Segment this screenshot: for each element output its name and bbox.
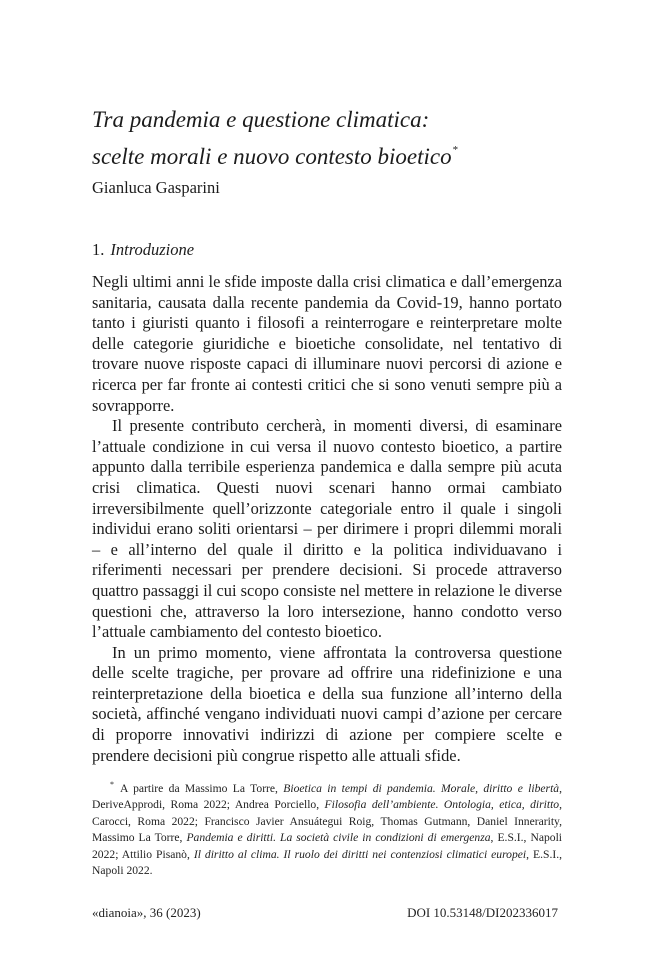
footnote-work-2: Filosofia dell’ambiente. Ontologia, etica, diritto xyxy=(324,798,560,812)
doi-link[interactable]: DOI 10.53148/DI202336017 xyxy=(407,905,558,920)
paragraph-2: Il presente contributo cercherà, in momenti diversi, di esaminare l’attuale condizione in cui versa il nuovo contesto bioetico, a partire appunto dalla terribile esperienza pandemica e dalla sempre più acuta crisi climatica. Questi nuovi scenari hanno ormai cambiato irreversibilmente quell’orizzonte categoriale entro il quale i singoli individui erano soliti orientarsi – per dirimere i propri dilemmi morali – e all’interno del quale il diritto e la politica individuavano i riferimenti necessari per prendere decisioni. Si procede attraverso quattro passaggi il cui scopo consiste nel mettere in relazione le diverse questioni che, attraverso la loro intersezione, hanno condotto verso l’attuale cambiamento del contesto bioetico. xyxy=(92,416,562,642)
footnote-work-4: Il diritto al clima. Il ruolo dei diritti nei contenziosi climatici europei xyxy=(193,847,527,861)
paragraph-3: In un primo momento, viene affrontata la controversa questione delle scelte tragiche, per provare ad offrire una ridefinizione e una reinterpretazione della bioetica e della sua funzione all’interno della società, affinché vengano individuati nuovi campi d’azione per cercare di proporre innovativi indirizzi di azione per compiere scelte e prendere decisioni più congrue rispetto alle attuali sfide. xyxy=(92,642,562,765)
footnote-text-2: , DeriveApprodi, Roma 2022; Andrea Porciello, xyxy=(92,782,562,812)
footnote xyxy=(92,777,562,879)
footnote-work-1: Bioetica in tempi di pandemia. Morale, diritto e libertà xyxy=(283,782,560,795)
footnote-text-5: , E.S.I., Napoli 2022. xyxy=(92,847,563,878)
footnote-text-1: A partire da Massimo La Torre, xyxy=(120,782,284,795)
section-heading xyxy=(92,240,194,260)
footnote-text-3: , Carocci, Roma 2022; Francisco Javier Ansuátegui Roig, Thomas Gutmann, Daniel Innerarity, Massimo La Torre, xyxy=(92,798,562,845)
title-line-1: Tra pandemia e questione climatica: xyxy=(92,107,430,132)
author-name: Gianluca Gasparini xyxy=(92,178,220,197)
footnote-mark: * xyxy=(110,780,114,789)
section-title: Introduzione xyxy=(110,240,195,259)
article-title xyxy=(92,104,562,172)
title-line-2: scelte morali e nuovo contesto bioetico xyxy=(92,144,452,169)
footnote-work-3: Pandemia e diritti. La società civile in condizioni di emergenza xyxy=(186,831,491,845)
body-text xyxy=(92,272,562,766)
paragraph-1: Negli ultimi anni le sfide imposte dalla crisi climatica e dall’emergenza sanitaria, causata dalla recente pandemia da Covid-19, hanno portato tanto i giuristi quanto i filosofi a reinterrogare e reinterpretare molte delle categorie giuridiche e bioetiche consolidate, nel tentativo di trovare nuove risposte capaci di illuminare nuovi percorsi di azione e ricerca per far fronte ai contesti critici che si sono venuti sempre più a sovrapporre. xyxy=(92,272,562,415)
title-footnote-mark[interactable]: * xyxy=(452,144,459,156)
footnote-text-4: , E.S.I., Napoli 2022; Attilio Pisanò, xyxy=(92,831,563,861)
journal-citation: «dianoia», 36 (2023) xyxy=(92,905,201,920)
section-number: 1. xyxy=(92,240,105,259)
